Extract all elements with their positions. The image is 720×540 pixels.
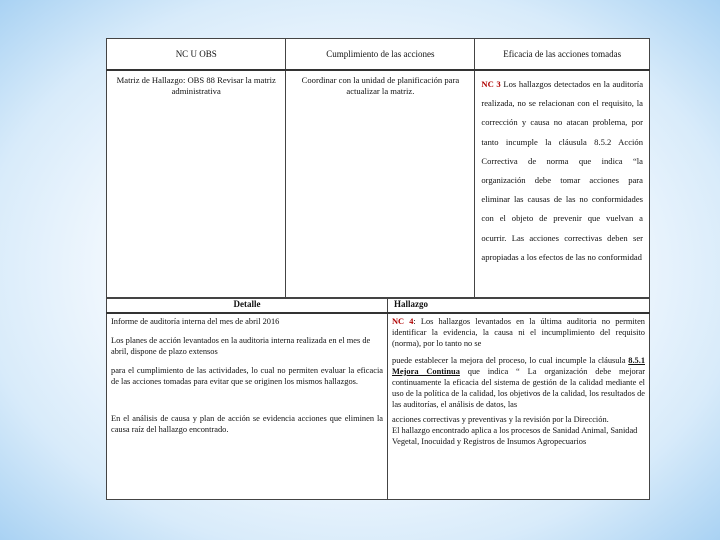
cell-matriz-hallazgo: Matriz de Hallazgo: OBS 88 Revisar la matriz administrativa: [107, 70, 286, 298]
hallazgo-mejora: [392, 355, 645, 410]
nc3-description: Los hallazgos detectados en la auditoría realizada, no se relacionan con el requisito, la corrección y causa no atacan problema, por tanto incumple la cláusula 8.5.2 Acción Correctiva de norma que indica “la organización debe tomar acciones para eliminar las causas de las no conformidades con el objeto de prevenir que vuelvan a ocurrir. Las acciones correctivas deben ser apropiadas a los efectos de las no conformidad: [481, 79, 644, 262]
hallazgo-procesos: El hallazgo encontrado aplica a los procesos de Sanidad Animal, Sanidad Vegetal, Inocuidad y Registros de Insumos Agropecuarios: [392, 426, 638, 446]
hallazgo-cell: [388, 313, 650, 500]
hallazgo-nc4: [392, 316, 645, 349]
detalle-planes: Los planes de acción levantados en la auditoria interna realizada en el mes de abril, dispone de plazo extensos: [111, 336, 371, 356]
mejora-text-c: que indica “ La organización debe mejorar continuamente la eficacia del sistema de gestión de la calidad mediante el uso de la política de la calidad, los objetivos de la calidad, los resultados de las auditorías, el análisis de datos, las: [392, 367, 646, 409]
eficacia-table: [106, 38, 650, 298]
cell-coordinar: Coordinar con la unidad de planificación para actualizar la matriz.: [286, 70, 475, 298]
nc4-label: NC 4: [392, 317, 414, 326]
mejora-clause: 8.5.1 Mejora Continua: [392, 356, 645, 376]
nc3-label: NC 3: [481, 79, 501, 89]
detalle-hallazgo-table: [106, 298, 650, 500]
header-hallazgo: Hallazgo: [388, 299, 650, 314]
cell-eficacia: [475, 70, 650, 298]
nc4-description: : Los hallazgos levantados en la última auditoria no permiten identificar la evidencia, la causa ni el incumplimiento del requisito (norma), por lo tanto no se: [392, 317, 645, 348]
header-nc-obs: NC U OBS: [107, 39, 286, 71]
header-eficacia: Eficacia de las acciones tomadas: [475, 39, 650, 71]
eficacia-text: [481, 75, 643, 267]
detalle-cell: [107, 313, 388, 500]
detalle-cumplimiento: para el cumplimiento de las actividades, lo cual no permiten evaluar la eficacia de las acciones tomadas para evitar que se originen los mismos hallazgos.: [111, 366, 383, 386]
detalle-informe: Informe de auditoría interna del mes de abril 2016: [111, 317, 280, 326]
detalle-analisis: En el análisis de causa y plan de acción se evidencia acciones que eliminen la causa raíz del hallazgo encontrado.: [111, 414, 383, 434]
mejora-text-a: puede establecer la mejora del proceso, lo cual incumple la cláusula: [392, 356, 629, 365]
hallazgo-acciones: acciones correctivas y preventivas y la revisión por la Dirección.: [392, 415, 609, 424]
header-cumplimiento: Cumplimiento de las acciones: [286, 39, 475, 71]
header-detalle: Detalle: [107, 299, 388, 314]
